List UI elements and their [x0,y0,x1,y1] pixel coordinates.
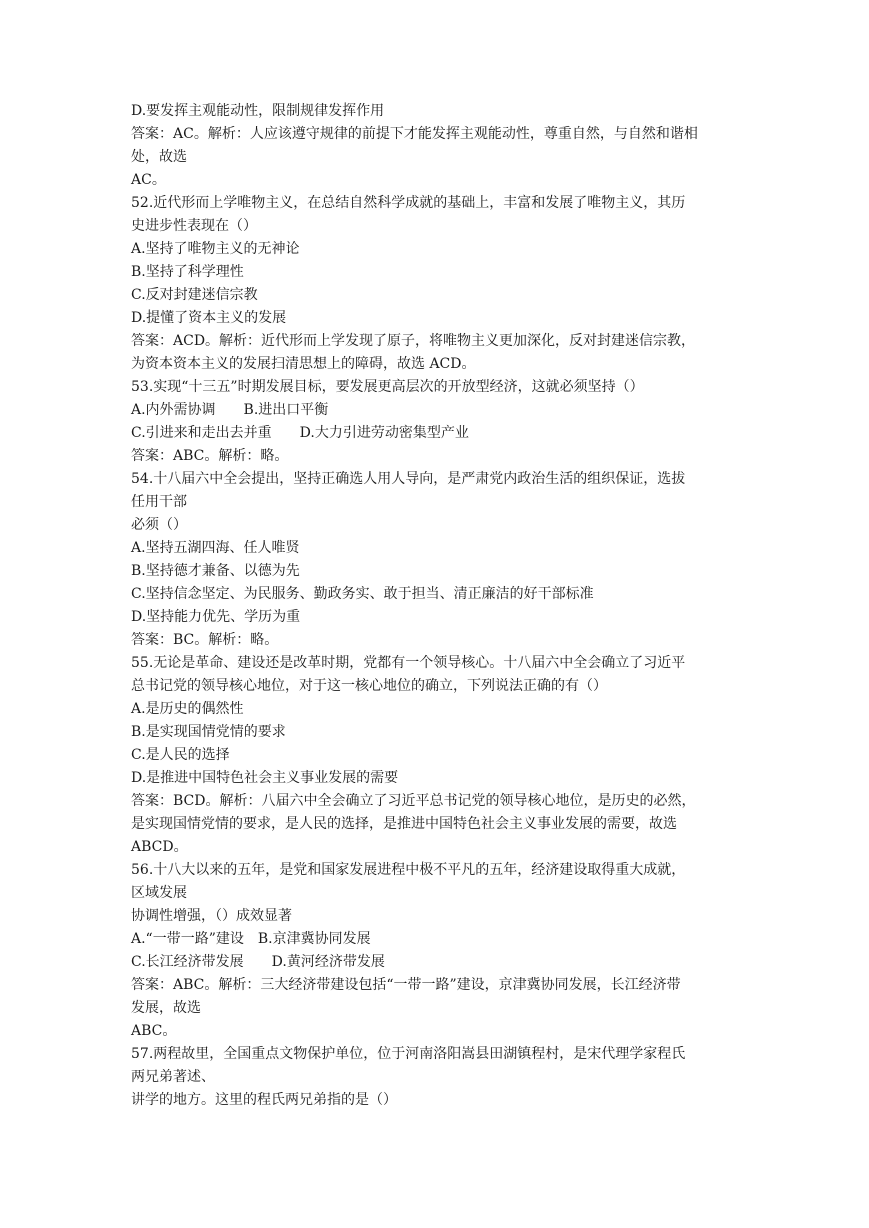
text-line: 两兄弟著述、 [131,1069,215,1085]
text-line: 是实现国情党情的要求，是人民的选择，是推进中国特色社会主义事业发展的需要，故选 [131,816,677,832]
text-line: 55.无论是革命、建设还是改革时期，党都有一个领导核心。十八届六中全会确立了习近平 [131,655,686,671]
text-line: 发展，故选 [131,1000,201,1016]
text-line: 区域发展 [131,885,187,901]
text-line: D.要发挥主观能动性，限制规律发挥作用 [131,103,385,119]
text-line: 54.十八届六中全会提出，坚持正确选人用人导向，是严肃党内政治生活的组织保证，选拔 [131,471,686,487]
text-line: AC。 [131,172,166,188]
text-line: 答案：BCD。解析：八届六中全会确立了习近平总书记党的领导核心地位，是历史的必然， [131,793,696,809]
text-line: ABCD。 [131,839,188,855]
text-line: 56.十八大以来的五年，是党和国家发展进程中极不平凡的五年，经济建设取得重大成就， [131,862,686,878]
text-line: D.坚持能力优先、学历为重 [131,609,301,625]
text-line: 协调性增强，（）成效显著 [131,908,292,924]
text-line: A.坚持五湖四海、任人唯贤 [131,540,300,556]
text-line: A.坚持了唯物主义的无神论 [131,241,300,257]
text-line: C.反对封建迷信宗教 [131,287,258,303]
text-line: D.是推进中国特色社会主义事业发展的需要 [131,770,399,786]
text-line: A.内外需协调 B.进出口平衡 [131,402,329,418]
text-line: C.是人民的选择 [131,747,230,763]
text-line: 讲学的地方。这里的程氏两兄弟指的是（） [131,1092,397,1108]
text-line: D.提懂了资本主义的发展 [131,310,287,326]
text-line: 史进步性表现在（） [131,218,257,234]
text-line: 总书记党的领导核心地位，对于这一核心地位的确立，下列说法正确的有（） [131,678,607,694]
text-line: A.是历史的偶然性 [131,701,244,717]
text-line: 任用干部 [131,494,187,510]
text-line: 53.实现“十三五”时期发展目标，要发展更高层次的开放型经济，这就必须坚持（） [131,379,644,395]
text-line: B.坚持了科学理性 [131,264,244,280]
text-line: 答案：ACD。解析：近代形而上学发现了原子，将唯物主义更加深化，反对封建迷信宗教， [131,333,696,349]
text-line: C.长江经济带发展 D.黄河经济带发展 [131,954,385,970]
text-line: 57.两程故里，全国重点文物保护单位，位于河南洛阳嵩县田湖镇程村，是宋代理学家程氏 [131,1046,686,1062]
text-line: 答案：AC。解析：人应该遵守规律的前提下才能发挥主观能动性，尊重自然，与自然和谐相 [131,126,698,142]
document-page [131,100,743,1112]
text-line: ABC。 [131,1023,177,1039]
text-line: 答案：BC。解析：略。 [131,632,279,648]
text-line: C.坚持信念坚定、为民服务、勤政务实、敢于担当、清正廉洁的好干部标准 [131,586,594,602]
text-line: 答案：ABC。解析：三大经济带建设包括“一带一路”建设，京津冀协同发展，长江经济带 [131,977,681,993]
text-line: 必须（） [131,517,187,533]
text-line: 52.近代形而上学唯物主义，在总结自然科学成就的基础上，丰富和发展了唯物主义，其历 [131,195,686,211]
text-line: B.是实现国情党情的要求 [131,724,286,740]
text-line: 处，故选 [131,149,187,165]
text-line: 答案：ABC。解析：略。 [131,448,289,464]
text-line: B.坚持德才兼备、以德为先 [131,563,300,579]
text-line: 为资本资本主义的发展扫清思想上的障碍，故选 ACD。 [131,356,476,372]
text-line: C.引进来和走出去并重 D.大力引进劳动密集型产业 [131,425,469,441]
text-line: A.“一带一路”建设 B.京津冀协同发展 [131,931,371,947]
